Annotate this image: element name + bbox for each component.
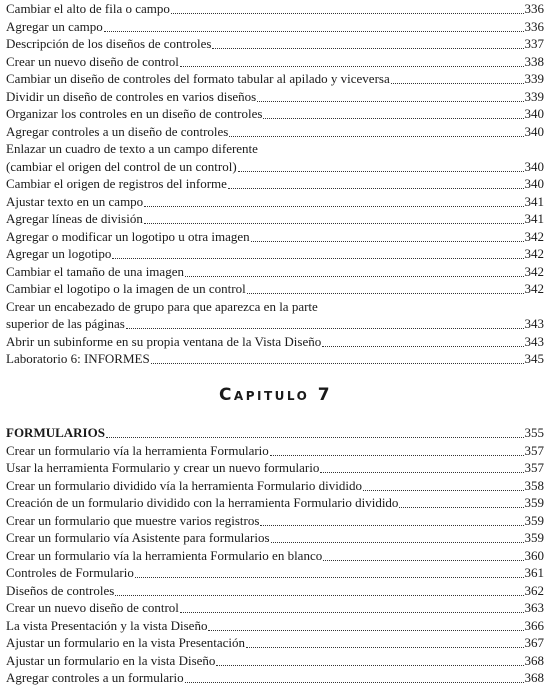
dot-leader [180, 66, 524, 67]
toc-entry[interactable] [6, 140, 544, 175]
toc-entry-title: Cambiar el origen de registros del informe [6, 176, 227, 191]
dot-leader [320, 472, 523, 473]
chapter-heading: Capitulo 7 [218, 385, 333, 405]
toc-entry-title: Descripción de los diseños de controles [6, 36, 212, 51]
dot-leader [104, 31, 524, 32]
toc-entry-title: Cambiar un diseño de controles del formato tabular al apilado y viceversa [6, 71, 390, 86]
toc-entry-title: Cambiar el alto de fila o campo [6, 1, 170, 16]
toc-entry-title: Agregar un logotipo [6, 246, 112, 261]
toc-entry[interactable] [6, 210, 544, 228]
toc-entry[interactable] [6, 175, 544, 193]
toc-entry[interactable] [6, 669, 544, 687]
toc-entry[interactable] [6, 442, 544, 460]
toc-entry-title-line1: Enlazar un cuadro de texto a un campo diferente [6, 141, 258, 156]
toc-entry-title: Ajustar texto en un campo [6, 193, 144, 209]
toc-entry[interactable] [6, 105, 544, 123]
dot-leader [208, 630, 523, 631]
toc-entry-page-number: 336 [524, 18, 544, 34]
dot-leader [271, 542, 524, 543]
toc-entry-title: Agregar un campo [6, 18, 103, 34]
toc-entry-title: Agregar controles a un diseño de controles [6, 123, 229, 139]
toc-entry-page-number: 342 [524, 228, 544, 244]
toc-entry[interactable] [6, 333, 544, 351]
toc-entry[interactable] [6, 245, 544, 263]
toc-entry-page-number: 340 [524, 176, 544, 191]
toc-section-formularios [6, 424, 544, 687]
toc-entry-title: Crear un formulario que muestre varios registros [6, 512, 260, 528]
toc-entry[interactable] [6, 477, 544, 495]
dot-leader [229, 136, 523, 137]
dot-leader [106, 437, 524, 438]
toc-entry-title: Cambiar el tamaño de una imagen [6, 263, 184, 279]
toc-entry-page-number: 345 [524, 351, 544, 366]
toc-entry-title: Organizar los controles en un diseño de controles [6, 106, 263, 121]
dot-leader [363, 490, 524, 491]
dot-leader [185, 276, 524, 277]
dot-leader [126, 328, 524, 329]
toc-entry-title: Crear un formulario vía la herramienta Formulario en blanco [6, 547, 323, 563]
toc-entry-title: Ajustar un formulario en la vista Presentación [6, 635, 245, 650]
dot-leader [171, 13, 524, 14]
toc-entry[interactable] [6, 564, 544, 582]
toc-entry-title-line1: Crear un encabezado de grupo para que aparezca en la parte [6, 298, 318, 314]
toc-entry-title: Controles de Formulario [6, 565, 134, 580]
toc-entry-page-number: 340 [524, 123, 544, 139]
toc-entry[interactable] [6, 634, 544, 652]
toc-entry-title: superior de las páginas [6, 316, 125, 331]
toc-entry-title: Cambiar el logotipo o la imagen de un control [6, 281, 246, 296]
toc-entry-page-number: 359 [524, 495, 544, 510]
toc-entry-page-number: 337 [524, 36, 544, 51]
toc-entry-title: Usar la herramienta Formulario y crear un nuevo formulario [6, 460, 320, 475]
toc-entry[interactable] [6, 0, 544, 18]
dot-leader [391, 83, 524, 84]
dot-leader [399, 507, 523, 508]
dot-leader [323, 560, 523, 561]
toc-entry[interactable] [6, 123, 544, 141]
toc-entry-page-number: 341 [524, 193, 544, 209]
toc-entry[interactable] [6, 652, 544, 670]
toc-entry-page-number: 357 [524, 460, 544, 475]
toc-entry-page-number: 341 [524, 211, 544, 226]
dot-leader [185, 682, 524, 683]
toc-entry[interactable] [6, 494, 544, 512]
toc-entry[interactable] [6, 193, 544, 211]
toc-entry-page-number: 340 [524, 106, 544, 121]
toc-entry[interactable] [6, 298, 544, 333]
dot-leader [238, 171, 524, 172]
toc-entry-title: (cambiar el origen del control de un control) [6, 158, 237, 174]
toc-entry-page-number: 363 [524, 600, 544, 615]
toc-entry-page-number: 360 [524, 547, 544, 563]
dot-leader [216, 665, 523, 666]
toc-entry[interactable] [6, 547, 544, 565]
toc-entry-title: Crear un formulario dividido vía la herramienta Formulario dividido [6, 477, 362, 493]
dot-leader [144, 206, 523, 207]
toc-entry-page-number: 355 [524, 425, 544, 440]
toc-entry-title: FORMULARIOS [6, 425, 105, 440]
dot-leader [270, 455, 524, 456]
toc-entry-title: Creación de un formulario dividido con la herramienta Formulario dividido [6, 495, 399, 510]
toc-entry-page-number: 357 [524, 442, 544, 458]
toc-entry-title: Ajustar un formulario en la vista Diseño [6, 652, 216, 668]
toc-entry-page-number: 338 [524, 53, 544, 69]
toc-entry-title: Agregar controles a un formulario [6, 670, 184, 685]
dot-leader [151, 363, 524, 364]
toc-entry-page-number: 336 [524, 1, 544, 16]
dot-leader [228, 188, 524, 189]
toc-entry-page-number: 339 [524, 71, 544, 86]
toc-entry-page-number: 340 [524, 158, 544, 174]
toc-entry-page-number: 342 [524, 246, 544, 261]
toc-entry[interactable] [6, 599, 544, 617]
toc-entry-page-number: 342 [524, 263, 544, 279]
toc-entry-page-number: 358 [524, 477, 544, 493]
toc-entry[interactable] [6, 88, 544, 106]
toc-entry[interactable] [6, 350, 544, 368]
toc-entry-title: Agregar o modificar un logotipo u otra imagen [6, 228, 250, 244]
dot-leader [263, 118, 523, 119]
dot-leader [251, 241, 524, 242]
toc-entry[interactable] [6, 70, 544, 88]
toc-entry[interactable] [6, 18, 544, 36]
toc-entry[interactable] [6, 424, 544, 442]
toc-entry-page-number: 359 [524, 530, 544, 545]
toc-entry[interactable] [6, 35, 544, 53]
toc-entry-page-number: 362 [524, 582, 544, 598]
dot-leader [144, 223, 524, 224]
toc-entry[interactable] [6, 53, 544, 71]
toc-entry-page-number: 339 [524, 88, 544, 104]
toc-entry-page-number: 368 [524, 652, 544, 668]
dot-leader [135, 577, 524, 578]
dot-leader [247, 293, 524, 294]
toc-entry-title: Abrir un subinforme en su propia ventana de la Vista Diseño [6, 333, 322, 349]
toc-entry-page-number: 343 [524, 333, 544, 349]
toc-entry-title: Laboratorio 6: INFORMES [6, 351, 150, 366]
dot-leader [212, 48, 523, 49]
dot-leader [246, 647, 524, 648]
dot-leader [257, 101, 523, 102]
toc-entry[interactable] [6, 582, 544, 600]
toc-entry-page-number: 342 [524, 281, 544, 296]
dot-leader [260, 525, 523, 526]
toc-entry[interactable] [6, 512, 544, 530]
toc-entry[interactable] [6, 228, 544, 246]
toc-entry-title: Crear un nuevo diseño de control [6, 600, 179, 615]
toc-entry-title: La vista Presentación y la vista Diseño [6, 617, 208, 633]
dot-leader [180, 612, 524, 613]
dot-leader [112, 258, 523, 259]
toc-entry-page-number: 368 [524, 670, 544, 685]
toc-entry-page-number: 361 [524, 565, 544, 580]
toc-entry[interactable] [6, 263, 544, 281]
toc-entry-title: Crear un nuevo diseño de control [6, 53, 179, 69]
toc-entry[interactable] [6, 280, 544, 298]
toc-entry-title: Agregar líneas de división [6, 211, 143, 226]
toc-entry[interactable] [6, 617, 544, 635]
toc-entry[interactable] [6, 529, 544, 547]
toc-entry-page-number: 343 [524, 316, 544, 331]
toc-entry-page-number: 366 [524, 617, 544, 633]
toc-entry-page-number: 359 [524, 512, 544, 528]
toc-entry-title: Dividir un diseño de controles en varios diseños [6, 88, 257, 104]
dot-leader [115, 595, 523, 596]
toc-entry-title: Crear un formulario vía Asistente para formularios [6, 530, 270, 545]
toc-entry[interactable] [6, 459, 544, 477]
dot-leader [322, 346, 523, 347]
toc-section-informes [6, 0, 544, 368]
toc-entry-title: Crear un formulario vía la herramienta Formulario [6, 442, 269, 458]
toc-entry-page-number: 367 [524, 635, 544, 650]
toc-entry-title: Diseños de controles [6, 582, 115, 598]
